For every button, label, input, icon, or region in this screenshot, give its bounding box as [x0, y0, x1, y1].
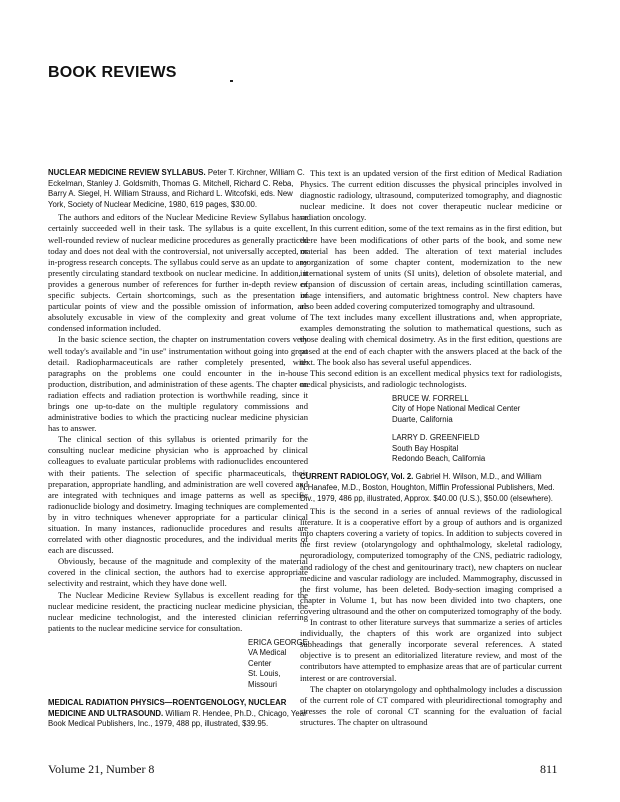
reviewer-location: Redondo Beach, California: [392, 453, 486, 463]
reviewer-affiliation: South Bay Hospital: [392, 443, 459, 453]
review-title: NUCLEAR MEDICINE REVIEW SYLLABUS.: [48, 168, 206, 177]
review-paragraph: The chapter on otolaryngology and ophthalmology includes a discussion of the current role of CT compared with pleuridirectional tomography and stresses the role of coronal CT scanning for the evaluation of facial structures. The chapter on ultrasound: [300, 683, 562, 727]
review-heading-syllabus: [48, 168, 308, 210]
reviewer-location: Duarte, California: [392, 414, 453, 424]
review-paragraph: The clinical section of this syllabus is oriented primarily for the consulting nuclear medicine physician who is approached by clinical colleagues to evaluate particular problems with radionuclides encountered with their patients. The selection of specific pharmaceuticals, their preparation, appropriate handling, and administration are well covered and are integrated with techniques and image patterns as well as specific radionuclide biology and dosimetry. Imaging techniques are complemented by in vitro techniques whenever appropriate for a particular clinical situation. In many instances, radionuclide procedures and results are correlated with other diagnostic procedures, and the individual merits of each are discussed.: [48, 434, 308, 556]
review-paragraph: In the basic science section, the chapter on instrumentation covers very well today's available and "in use" instrumentation without going into great detail. Radiopharmaceuticals are rather completely presented, with paragraphs on the problems one could encounter in the in-house production, distribution, and administration of these agents. The chapter on radiation effects and radiation protection is worthwhile reading, since it brings one up-to-date on the multiple regulatory commissions and administrative bodies to which the practicing nuclear medicine physician has to answer.: [48, 334, 308, 434]
reviewer-location: St. Louis, Missouri: [248, 669, 281, 689]
left-column: [48, 168, 308, 756]
review-paragraph: In contrast to other literature surveys that summarize a series of articles individually, the chapters of this work are organized into subject subheadings that generally incorporate several references. A stated objective is to present an editorialized literature review, and most of the contributors have attempted to emphasize areas that are of particular current interest or are controversial.: [300, 617, 562, 683]
review-title: MEDICAL RADIATION PHYSICS—ROENTGENOLOGY, NUCLEAR MEDICINE AND ULTRASOUND.: [48, 697, 287, 718]
review-title: CURRENT RADIOLOGY, Vol. 2.: [300, 472, 414, 482]
reviewer-signature: [300, 394, 562, 425]
review-heading-current-radiology: [300, 472, 562, 504]
review-paragraph: Obviously, because of the magnitude and complexity of the material covered in the clinical section, the authors had to exercise appropriate selectivity and restraint, which they have done well.: [48, 556, 308, 589]
section-title: BOOK REVIEWS: [48, 64, 177, 81]
review-citation: Peter T. Kirchner, William C. Eckelman, Stanley J. Goldsmith, Thomas G. Mitchell, Richard C. Reba, Barry A. Siegel, H. William Strauss, and Richard L. Witcofski, eds. New York, Society of Nuclear Medicine, 1980, 619 pages, $30.00.: [48, 168, 305, 209]
reviewer-affiliation: VA Medical Center: [248, 648, 287, 668]
review-citation: William R. Hendee, Ph.D., Chicago, Year Book Medical Publishers, Inc., 1979, 488 pp, illustrated, $39.95.: [48, 708, 307, 729]
review-paragraph: This is the second in a series of annual reviews of the radiological literature. It is a cooperative effort by a group of authors and is organized into chapters covering a variety of topics. In addition to subjects covered in the first review (otolaryngology and ophthalmology, skeletal radiology, neuroradiology, computerized tomography of the CNS, pediatric radiology, and radiology of the chest and genitourinary tract), new chapters on nuclear medicine and vascular radiology are included. Mammography, discussed in the first volume, has been deleted. Body-section imaging comprised a chapter in Volume 1, but has now been divided into two chapters, one covering ultrasound and the other on computerized tomography of the body.: [300, 506, 562, 616]
review-paragraph: The text includes many excellent illustrations and, when appropriate, examples demonstrating the solution to mathematical questions, such as those dealing with chemical dosimetry. As in the first edition, questions are posed at the end of each chapter with the answers placed at the back of the text. The book also has several useful appendices.: [300, 312, 562, 367]
review-paragraph: The authors and editors of the Nuclear Medicine Review Syllabus have certainly succeeded well in their task. The syllabus is a quite excellent, well-rounded review of nuclear medicine procedures as generally practiced today and does not deal with the controversial, not universally accepted, or in-progress research concepts. The syllabus could serve as an update to any presently circulating standard textbook on nuclear medicine. In addition, it provides a generous number of references for further in-depth review of specific subjects. Certain shortcomings, such as the presentation of particular points of view and the possible omission of information, are absolutely excusable in view of the complexity and great volume of condensed information included.: [48, 212, 308, 334]
issue-label: Volume 21, Number 8: [48, 762, 155, 776]
review-paragraph: In this current edition, some of the text remains as in the first edition, but there have been modifications of other parts of the book, and some new material has been added. The alteration of text material includes reorganization of some chapter content, modernization to the new international system of units (SI units), deletion of obsolete material, and expansion of discussion of certain areas, including scintillation cameras, image intensifiers, and automatic brightness control. New chapters have also been added covering computerized tomography and ultrasound.: [300, 223, 562, 312]
reviewer-name: BRUCE W. FORRELL: [392, 393, 469, 403]
review-paragraph: This second edition is an excellent medical physics text for radiologists, medical physicists, and radiologic technologists.: [300, 367, 562, 389]
reviewer-name: ERICA GEORGE: [248, 637, 308, 647]
reviewer-signature: [48, 638, 308, 690]
right-column: [300, 168, 562, 756]
review-paragraph: This text is an updated version of the first edition of Medical Radiation Physics. The current edition discusses the physical principles involved in diagnostic radiology, ultrasound, computerized tomography, and diagnostic nuclear medicine. It does not cover therapeutic nuclear medicine or radiation oncology.: [300, 168, 562, 223]
review-paragraph: The Nuclear Medicine Review Syllabus is excellent reading for the nuclear medicine resident, the practicing nuclear medicine physician, the nuclear medicine technologist, and the interested clinician referring patients to the nuclear medicine service for consultation.: [48, 589, 308, 633]
review-citation: Gabriel H. Wilson, M.D., and William N.Hanafee, M.D., Boston, Houghton, Mifflin Professional Publishers, Med. Div., 1979, 486 pp, illustrated, Approx. $40.00 (U.S.), $50.00 (elsewhere).: [300, 472, 555, 503]
reviewer-name: LARRY D. GREENFIELD: [392, 433, 480, 443]
print-mark: [230, 80, 233, 82]
page-number: 811: [540, 762, 558, 776]
reviewer-affiliation: City of Hope National Medical Center: [392, 404, 521, 414]
review-heading-physics: [48, 698, 308, 730]
reviewer-signature: [300, 433, 562, 464]
